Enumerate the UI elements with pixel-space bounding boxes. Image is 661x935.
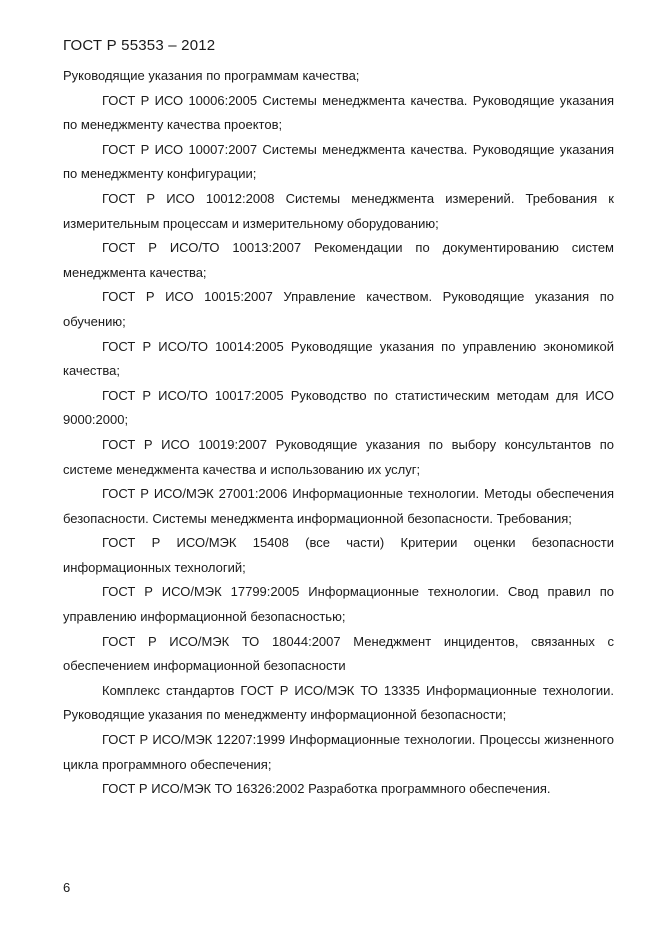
- paragraph-14: ГОСТ Р ИСО/МЭК 12207:1999 Информационные технологии. Процессы жизненного цикла программного обеспечения;: [63, 732, 614, 772]
- standard-header: ГОСТ Р 55353 – 2012: [63, 37, 216, 54]
- paragraph-7: ГОСТ Р ИСО/ТО 10017:2005 Руководство по статистическим методам для ИСО 9000:2000;: [63, 387, 614, 428]
- paragraph-15: ГОСТ Р ИСО/МЭК ТО 16326:2002 Разработка программного обеспечения.: [102, 781, 551, 797]
- paragraph-6: ГОСТ Р ИСО/ТО 10014:2005 Руководящие указания по управлению экономикой качества;: [63, 338, 614, 379]
- paragraph-3: ГОСТ Р ИСО 10012:2008 Системы менеджмента измерений. Требования к измерительным процессам и измерительному оборудованию;: [63, 190, 614, 231]
- paragraph-2: ГОСТ Р ИСО 10007:2007 Системы менеджмента качества. Руководящие указания по менеджменту конфигурации;: [63, 141, 614, 182]
- paragraph-1: ГОСТ Р ИСО 10006:2005 Системы менеджмента качества. Руководящие указания по менеджменту качества проектов;: [63, 92, 614, 133]
- paragraph-0: Руководящие указания по программам качества;: [63, 68, 360, 83]
- paragraph-5: ГОСТ Р ИСО 10015:2007 Управление качеством. Руководящие указания по обучению;: [63, 289, 614, 329]
- references-list: [63, 64, 614, 802]
- paragraph-10: ГОСТ Р ИСО/МЭК 15408 (все части) Критерии оценки безопасности информационных технологий;: [63, 535, 614, 575]
- paragraph-8: ГОСТ Р ИСО 10019:2007 Руководящие указания по выбору консультантов по системе менеджмента качества и использованию их услуг;: [63, 436, 614, 477]
- paragraph-11: ГОСТ Р ИСО/МЭК 17799:2005 Информационные технологии. Свод правил по управлению информационной безопасностью;: [63, 584, 614, 625]
- paragraph-12: ГОСТ Р ИСО/МЭК ТО 18044:2007 Менеджмент инцидентов, связанных с обеспечением информационной безопасности: [63, 633, 614, 674]
- paragraph-13: Комплекс стандартов ГОСТ Р ИСО/МЭК ТО 13335 Информационные технологии. Руководящие указания по менеджменту информационной безопасности;: [63, 682, 614, 723]
- paragraph-9: ГОСТ Р ИСО/МЭК 27001:2006 Информационные технологии. Методы обеспечения безопасности. Системы менеджмента информационной безопасности. Требования;: [63, 486, 614, 526]
- page-number: 6: [63, 880, 71, 895]
- paragraph-4: ГОСТ Р ИСО/ТО 10013:2007 Рекомендации по документированию систем менеджмента качества;: [63, 240, 614, 280]
